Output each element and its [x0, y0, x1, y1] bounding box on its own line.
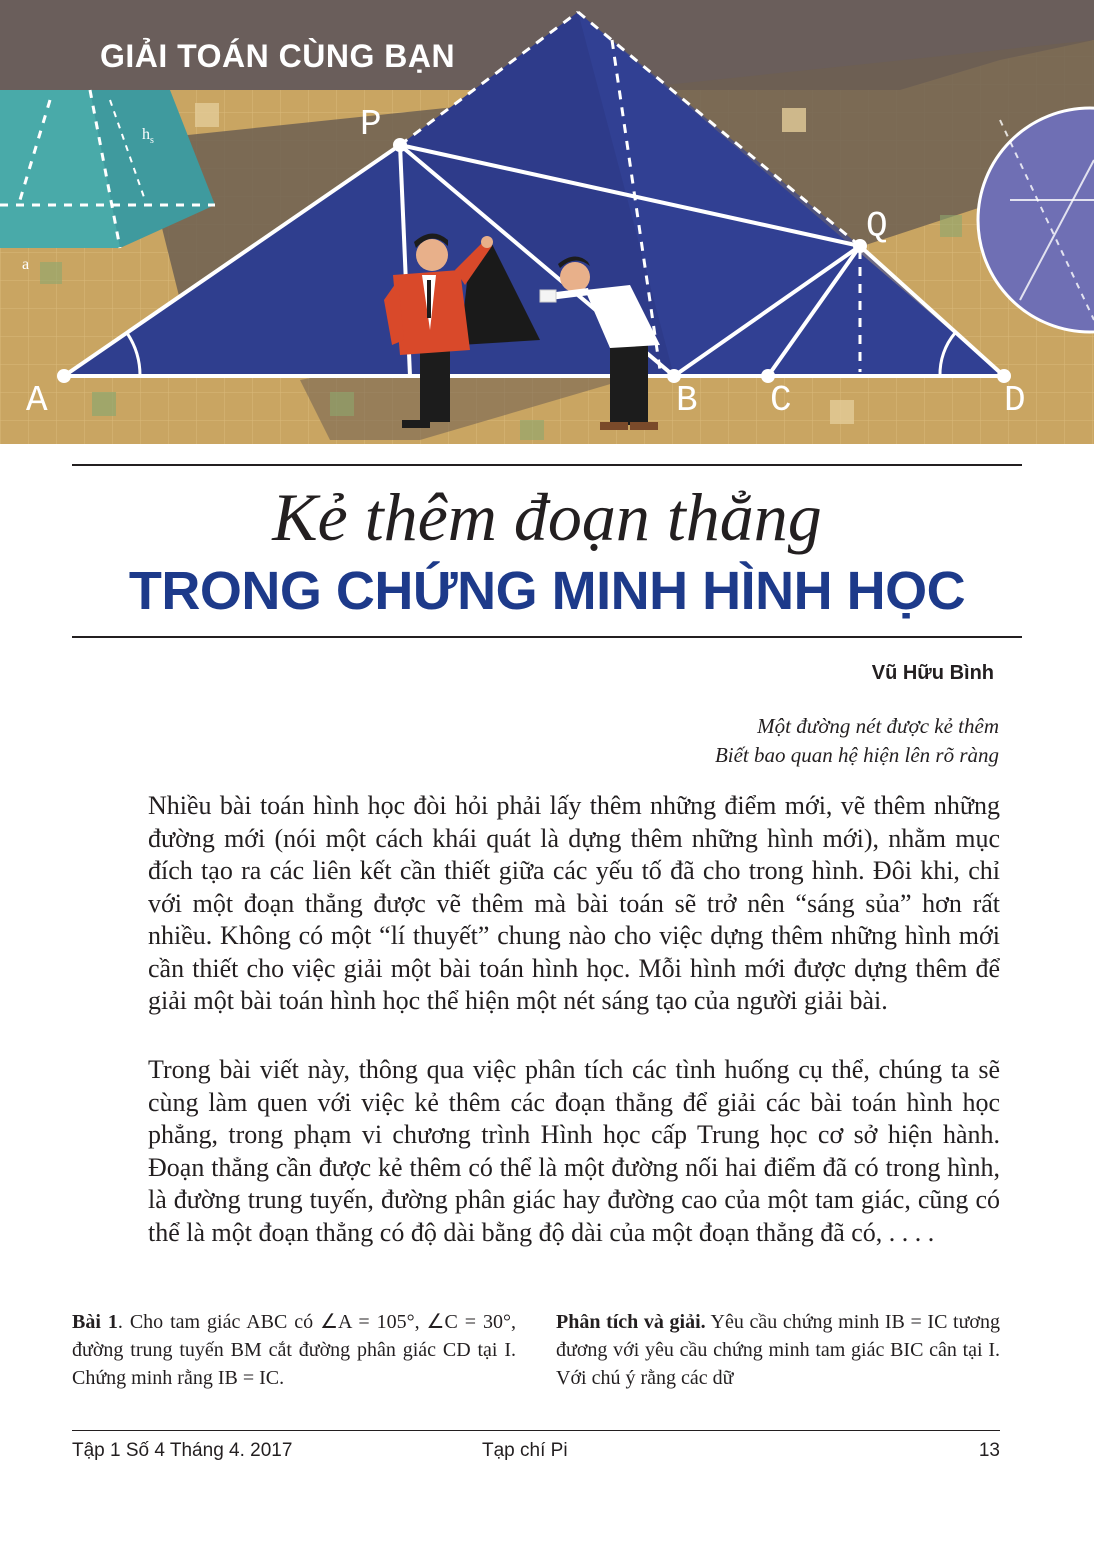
point-label-q: Q — [866, 206, 888, 247]
header-illustration — [0, 0, 1094, 444]
page-number: 13 — [978, 1440, 1000, 1461]
label-a-small: a — [22, 256, 30, 273]
point-label-d: D — [1004, 380, 1026, 421]
author: Vũ Hữu Bình — [871, 662, 994, 684]
footer-issue: Tập 1 Số 4 Tháng 4. 2017 — [72, 1440, 293, 1461]
title-bottom-rule — [72, 636, 1022, 638]
epigraph-line-2: Biết bao quan hệ hiện lên rõ ràng — [714, 743, 999, 767]
footer-journal: Tạp chí Pi — [482, 1440, 568, 1461]
problem-1 — [72, 1308, 516, 1392]
intro-paragraph-1: Nhiều bài toán hình học đòi hỏi phải lấy thêm những điểm mới, vẽ thêm những đường mới (nói một cách khái quát là dựng thêm những hình mới), nhằm mục đích tạo ra các liên kết cần thiết giữa các yếu tố đã cho trong hình. Đôi khi, chỉ với một đoạn thẳng được vẽ thêm mà bài toán sẽ trở nên “sáng sủa” hơn rất nhiều. Không có một “lí thuyết” chung nào cho việc dựng thêm những hình mới cần thiết cho việc giải một bài toán hình học. Mỗi hình mới được dựng thêm để giải một bài toán hình học thể hiện một nét sáng tạo của người giải bài. — [148, 791, 1000, 1015]
point-label-a: A — [26, 380, 48, 421]
epigraph-line-1: Một đường nét được kẻ thêm — [757, 714, 999, 738]
analysis-text: Yêu cầu chứng minh IB = IC tương đương với yêu cầu chứng minh tam giác BIC cân tại I. Với chú ý rằng các dữ — [556, 1311, 1001, 1389]
analysis-solution — [556, 1308, 1000, 1392]
point-label-p: P — [360, 104, 382, 145]
problem-1-text: . Cho tam giác ABC có ∠A = 105°, ∠C = 30°, đường trung tuyến BM cắt đường phân giác CD tại I. Chứng minh rằng IB = IC. — [72, 1311, 516, 1389]
problem-1-label: Bài 1 — [72, 1311, 118, 1333]
footer-rule — [72, 1430, 1000, 1431]
point-label-b: B — [676, 380, 698, 421]
title-top-rule — [72, 464, 1022, 466]
epigraph — [715, 712, 999, 770]
label-hs: $h_s$ — [142, 126, 154, 147]
point-label-c: C — [770, 380, 792, 421]
section-label: GIẢI TOÁN CÙNG BẠN — [100, 38, 456, 74]
title-line-2: TRONG CHỨNG MINH HÌNH HỌC — [128, 561, 966, 621]
intro-paragraph-2: Trong bài viết này, thông qua việc phân tích các tình huống cụ thể, chúng ta sẽ cùng làm quen với việc kẻ thêm các đoạn thẳng để giải các bài toán hình học phẳng, trong phạm vi chương trình Hình học cấp Trung học cơ sở hiện hành. Đoạn thẳng cần được kẻ thêm có thể là một đường nối hai điểm đã có trong hình, là đường trung tuyến, đường phân giác hay đường cao của một tam giác, cũng có thể là một đoạn thẳng có độ dài bằng độ dài của một đoạn thẳng đã có, . . . . — [148, 1055, 1000, 1247]
analysis-label: Phân tích và giải. — [556, 1311, 706, 1333]
title-line-1: Kẻ thêm đoạn thẳng — [272, 479, 822, 555]
